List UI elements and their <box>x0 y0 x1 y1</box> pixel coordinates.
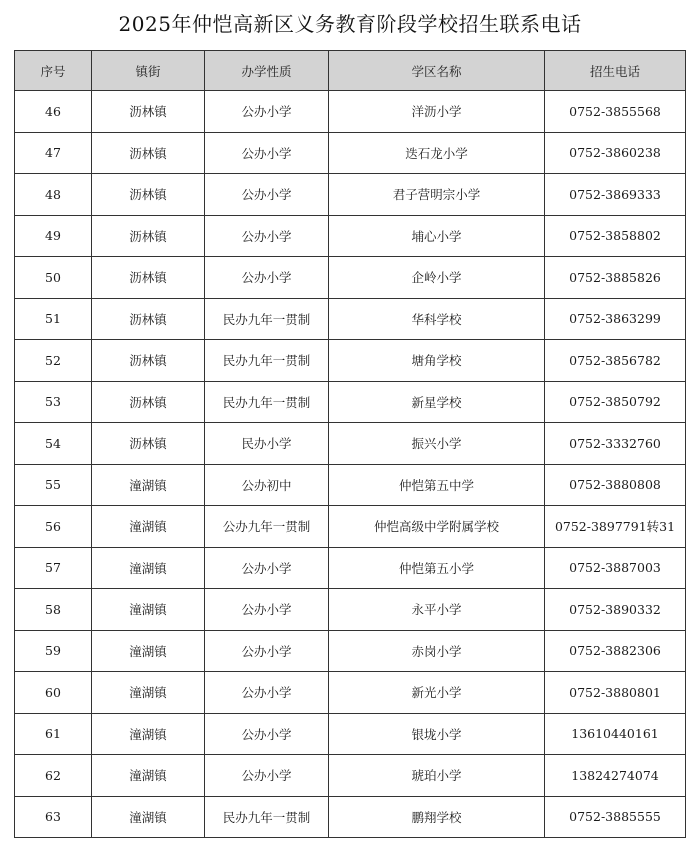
cell-town: 潼湖镇 <box>92 672 205 714</box>
cell-town: 沥林镇 <box>92 215 205 257</box>
document-title: 2025年仲恺高新区义务教育阶段学校招生联系电话 <box>118 12 582 36</box>
table-row <box>15 672 686 714</box>
cell-town: 沥林镇 <box>92 340 205 382</box>
cell-number: 54 <box>15 423 92 465</box>
table-row <box>15 257 686 299</box>
cell-number: 46 <box>15 91 92 133</box>
cell-phone: 13824274074 <box>545 755 686 797</box>
cell-town: 潼湖镇 <box>92 547 205 589</box>
table-row <box>15 91 686 133</box>
cell-town: 潼湖镇 <box>92 796 205 838</box>
table-row <box>15 589 686 631</box>
cell-school-type: 公办小学 <box>205 215 329 257</box>
cell-phone: 0752-3855568 <box>545 91 686 133</box>
cell-phone: 0752-3897791转31 <box>545 506 686 548</box>
cell-school-type: 公办九年一贯制 <box>205 506 329 548</box>
table-row <box>15 464 686 506</box>
cell-number: 49 <box>15 215 92 257</box>
cell-town: 沥林镇 <box>92 132 205 174</box>
cell-school-name: 迭石龙小学 <box>329 132 545 174</box>
table-row <box>15 340 686 382</box>
cell-number: 62 <box>15 755 92 797</box>
cell-town: 沥林镇 <box>92 423 205 465</box>
cell-school-name: 银垅小学 <box>329 713 545 755</box>
cell-school-type: 公办初中 <box>205 464 329 506</box>
table-body <box>15 91 686 838</box>
cell-school-name: 新光小学 <box>329 672 545 714</box>
cell-phone: 13610440161 <box>545 713 686 755</box>
cell-town: 沥林镇 <box>92 257 205 299</box>
cell-school-type: 民办九年一贯制 <box>205 340 329 382</box>
cell-phone: 0752-3869333 <box>545 174 686 216</box>
cell-school-type: 公办小学 <box>205 630 329 672</box>
cell-number: 52 <box>15 340 92 382</box>
column-header-school-name: 学区名称 <box>329 51 545 91</box>
cell-phone: 0752-3880808 <box>545 464 686 506</box>
cell-school-name: 企岭小学 <box>329 257 545 299</box>
cell-school-type: 民办九年一贯制 <box>205 298 329 340</box>
cell-school-name: 永平小学 <box>329 589 545 631</box>
cell-phone: 0752-3882306 <box>545 630 686 672</box>
cell-town: 潼湖镇 <box>92 713 205 755</box>
cell-phone: 0752-3332760 <box>545 423 686 465</box>
cell-town: 沥林镇 <box>92 381 205 423</box>
table-row <box>15 630 686 672</box>
cell-number: 58 <box>15 589 92 631</box>
cell-number: 60 <box>15 672 92 714</box>
cell-number: 57 <box>15 547 92 589</box>
cell-phone: 0752-3856782 <box>545 340 686 382</box>
cell-number: 56 <box>15 506 92 548</box>
cell-phone: 0752-3860238 <box>545 132 686 174</box>
cell-phone: 0752-3850792 <box>545 381 686 423</box>
cell-phone: 0752-3858802 <box>545 215 686 257</box>
cell-school-name: 新星学校 <box>329 381 545 423</box>
cell-school-name: 埔心小学 <box>329 215 545 257</box>
table-row <box>15 423 686 465</box>
cell-phone: 0752-3885555 <box>545 796 686 838</box>
column-header-school-type: 办学性质 <box>205 51 329 91</box>
table-row <box>15 506 686 548</box>
cell-phone: 0752-3890332 <box>545 589 686 631</box>
cell-school-name: 洋沥小学 <box>329 91 545 133</box>
cell-school-type: 民办小学 <box>205 423 329 465</box>
table-row <box>15 132 686 174</box>
cell-school-type: 公办小学 <box>205 547 329 589</box>
table-row <box>15 796 686 838</box>
cell-town: 潼湖镇 <box>92 464 205 506</box>
cell-school-type: 公办小学 <box>205 589 329 631</box>
column-header-number: 序号 <box>15 51 92 91</box>
table-row <box>15 215 686 257</box>
cell-school-type: 民办九年一贯制 <box>205 381 329 423</box>
cell-town: 潼湖镇 <box>92 589 205 631</box>
table-row <box>15 381 686 423</box>
cell-school-type: 公办小学 <box>205 174 329 216</box>
cell-school-type: 民办九年一贯制 <box>205 796 329 838</box>
column-header-town: 镇街 <box>92 51 205 91</box>
cell-number: 59 <box>15 630 92 672</box>
cell-school-name: 君子营明宗小学 <box>329 174 545 216</box>
cell-school-type: 公办小学 <box>205 755 329 797</box>
cell-school-name: 仲恺第五中学 <box>329 464 545 506</box>
cell-number: 47 <box>15 132 92 174</box>
cell-town: 沥林镇 <box>92 91 205 133</box>
cell-town: 潼湖镇 <box>92 755 205 797</box>
cell-school-type: 公办小学 <box>205 257 329 299</box>
cell-phone: 0752-3863299 <box>545 298 686 340</box>
cell-phone: 0752-3880801 <box>545 672 686 714</box>
cell-town: 潼湖镇 <box>92 630 205 672</box>
cell-school-name: 琥珀小学 <box>329 755 545 797</box>
cell-number: 61 <box>15 713 92 755</box>
cell-school-name: 华科学校 <box>329 298 545 340</box>
table-row <box>15 713 686 755</box>
cell-school-type: 公办小学 <box>205 91 329 133</box>
cell-number: 53 <box>15 381 92 423</box>
cell-school-name: 鹏翔学校 <box>329 796 545 838</box>
cell-phone: 0752-3885826 <box>545 257 686 299</box>
contacts-table <box>14 50 686 838</box>
cell-number: 63 <box>15 796 92 838</box>
table-row <box>15 174 686 216</box>
cell-school-type: 公办小学 <box>205 713 329 755</box>
cell-school-name: 仲恺第五小学 <box>329 547 545 589</box>
cell-town: 潼湖镇 <box>92 506 205 548</box>
cell-town: 沥林镇 <box>92 174 205 216</box>
cell-school-name: 赤岗小学 <box>329 630 545 672</box>
cell-number: 55 <box>15 464 92 506</box>
cell-school-type: 公办小学 <box>205 672 329 714</box>
cell-school-name: 仲恺高级中学附属学校 <box>329 506 545 548</box>
cell-school-name: 振兴小学 <box>329 423 545 465</box>
cell-school-name: 塘角学校 <box>329 340 545 382</box>
cell-number: 48 <box>15 174 92 216</box>
cell-number: 50 <box>15 257 92 299</box>
table-row <box>15 755 686 797</box>
cell-school-type: 公办小学 <box>205 132 329 174</box>
table-row <box>15 298 686 340</box>
column-header-phone: 招生电话 <box>545 51 686 91</box>
cell-number: 51 <box>15 298 92 340</box>
cell-town: 沥林镇 <box>92 298 205 340</box>
table-row <box>15 547 686 589</box>
cell-phone: 0752-3887003 <box>545 547 686 589</box>
table-header-row <box>15 51 686 91</box>
